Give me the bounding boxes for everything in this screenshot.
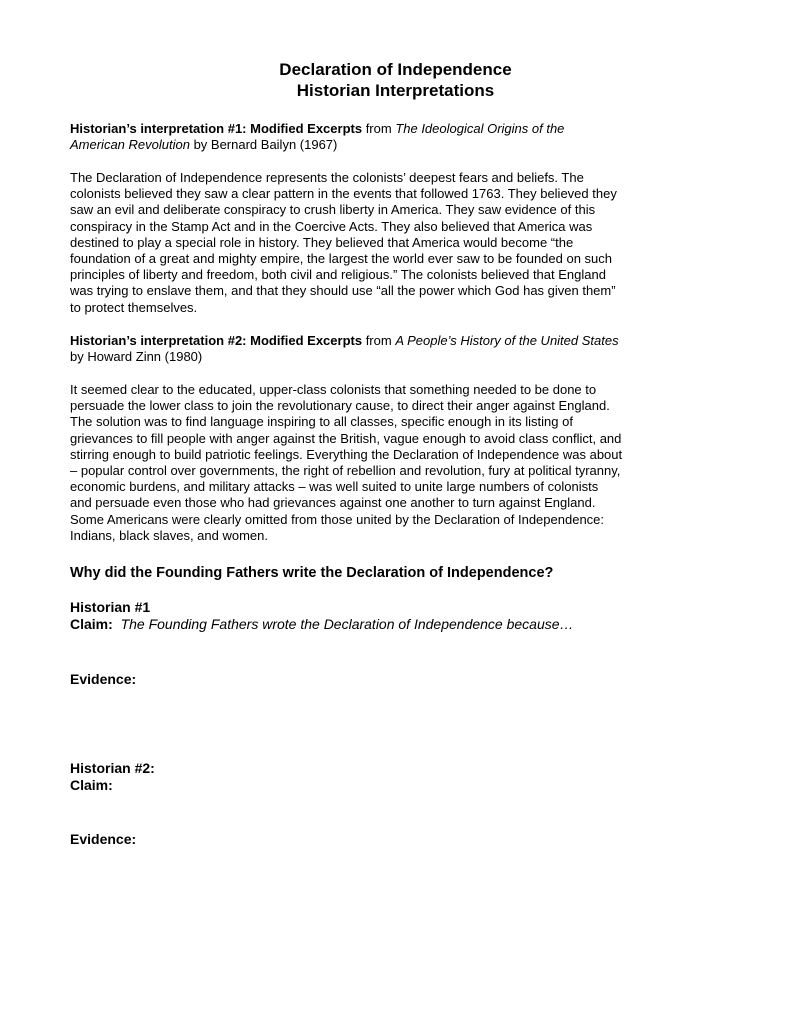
historian-1-label: Historian #1 bbox=[70, 599, 151, 615]
interpretation-2-heading: Historian’s interpretation #2: Modified Excerpts bbox=[70, 333, 363, 348]
paragraph-line: principles of liberty and freedom, both civil and religious.” The colonists believed that England bbox=[70, 267, 606, 283]
interpretation-2-from: from bbox=[362, 333, 396, 348]
interpretation-1-paragraph bbox=[70, 170, 690, 316]
interpretation-2-source bbox=[70, 333, 690, 365]
paragraph-line: was trying to enslave them, and that they should use “all the power which God has given them” bbox=[70, 283, 616, 299]
paragraph-line: – popular control over governments, the right of rebellion and revolution, fury at political tyranny, bbox=[70, 463, 621, 479]
historian-1-claim bbox=[70, 615, 574, 633]
document-subtitle: Historian Interpretations bbox=[296, 81, 495, 100]
paragraph-line: foundation of a great and mighty empire, the largest the world ever saw to be founded on such bbox=[70, 251, 613, 267]
historian-1-evidence-label: Evidence: bbox=[70, 671, 137, 687]
interpretation-1-author: by Bernard Bailyn (1967) bbox=[189, 137, 338, 153]
paragraph-line: saw an evil and deliberate conspiracy to crush liberty in America. They saw evidence of this bbox=[70, 202, 596, 218]
paragraph-line: stirring enough to build patriotic feelings. Everything the Declaration of Independence was about bbox=[70, 446, 623, 462]
paragraph-line: destined to play a special role in history. They believed that America would become “the bbox=[70, 234, 574, 250]
interpretation-2-book-title: A People’s History of the United States bbox=[395, 333, 619, 348]
historian-2-claim-label: Claim: bbox=[70, 777, 113, 793]
paragraph-line: conspiracy in the Stamp Act and in the Coercive Acts. They also believed that America was bbox=[70, 218, 593, 234]
paragraph-line: Indians, black slaves, and women. bbox=[70, 527, 268, 543]
historian-2-evidence-label: Evidence: bbox=[70, 831, 137, 847]
paragraph-line: The solution was to find language inspiring to all classes, specific enough in its listing of bbox=[70, 414, 573, 430]
paragraph-line: It seemed clear to the educated, upper-class colonists that something needed to be done to bbox=[70, 382, 597, 397]
interpretation-2-paragraph bbox=[70, 382, 690, 544]
historian-1-claim-text: The Founding Fathers wrote the Declaration of Independence because… bbox=[120, 616, 574, 632]
paragraph-line: to protect themselves. bbox=[70, 299, 198, 315]
interpretation-1-heading: Historian’s interpretation #1: Modified Excerpts bbox=[70, 121, 363, 136]
historian-2-label: Historian #2: bbox=[70, 760, 155, 776]
paragraph-line: The Declaration of Independence represents the colonists’ deepest fears and beliefs. The bbox=[70, 170, 584, 185]
paragraph-line: grievances to fill people with anger against the British, vague enough to avoid class conflict, and bbox=[70, 430, 622, 446]
guiding-question: Why did the Founding Fathers write the Declaration of Independence? bbox=[70, 565, 554, 581]
interpretation-1-book-title-part1: The Ideological Origins of the bbox=[395, 121, 565, 136]
document-title: Declaration of Independence bbox=[279, 60, 512, 79]
paragraph-line: Some Americans were clearly omitted from those united by the Declaration of Independence: bbox=[70, 511, 605, 527]
interpretation-1-from: from bbox=[362, 121, 396, 136]
interpretation-1-book-title-part2: American Revolution bbox=[70, 137, 190, 153]
interpretation-2-author: by Howard Zinn (1980) bbox=[70, 349, 203, 365]
interpretation-1-source bbox=[70, 121, 690, 153]
historian-1-claim-label: Claim: bbox=[70, 616, 113, 632]
paragraph-line: colonists believed they saw a clear pattern in the events that followed 1763. They believed they bbox=[70, 186, 617, 202]
paragraph-line: and persuade even those who had grievances against one another to turn against England. bbox=[70, 495, 596, 511]
paragraph-line: persuade the lower class to join the revolutionary cause, to direct their anger against England. bbox=[70, 398, 610, 414]
paragraph-line: economic burdens, and military attacks – was well suited to unite large numbers of colonists bbox=[70, 479, 599, 495]
